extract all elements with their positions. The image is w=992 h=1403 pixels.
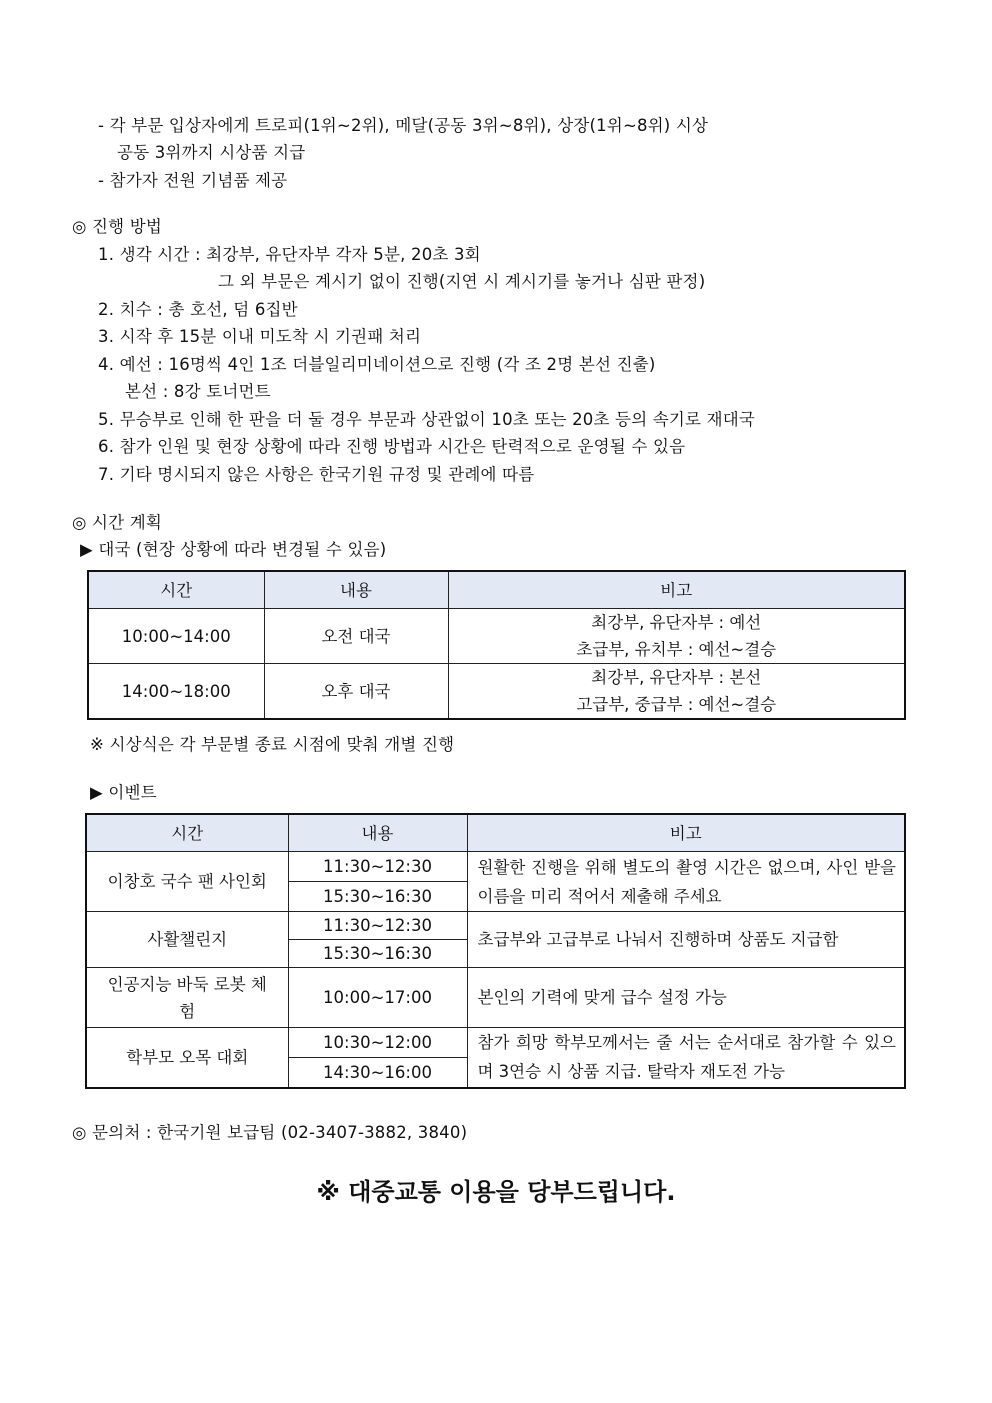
games-table [87,570,906,720]
time-cell: 14:00~18:00 [88,664,264,720]
time-cell: 15:30~16:30 [288,940,467,968]
table-row [86,968,905,1028]
table-row [88,609,905,664]
games-title: ▶ 대국 (현장 상황에 따라 변경될 수 있음) [80,540,387,559]
note-cell: 본인의 기력에 맞게 급수 설정 가능 [467,968,905,1028]
contact-line: ◎ 문의처 : 한국기원 보급팀 (02-3407-3882, 3840) [72,1123,468,1142]
table-header-row [88,571,905,609]
event-name-cell [86,968,288,1028]
note-cell: 참가 희망 학부모께서는 줄 서는 순서대로 참가할 수 있으며 3연승 시 상품 지급. 탈락자 재도전 가능 [467,1028,905,1088]
header-cell: 비고 [467,814,905,852]
table-row [86,912,905,940]
time-cell: 11:30~12:30 [288,852,467,882]
event-name-cell: 사활챌린지 [86,912,288,968]
time-cell: 10:00~17:00 [288,968,467,1028]
final-note: ※ 대중교통 이용을 당부드립니다. [316,1178,676,1206]
method-item: 6. 참가 인원 및 현장 상황에 따라 진행 방법과 시간은 탄력적으로 운영될 수 있음 [98,437,686,456]
content-cell: 오전 대국 [264,609,448,664]
games-footnote: ※ 시상식은 각 부문별 종료 시점에 맞춰 개별 진행 [90,735,455,754]
event-name-text: 인공지능 바둑 로봇 체험 [107,974,267,1021]
note-cell [448,664,905,720]
note-line: 최강부, 유단자부 : 예선 [591,613,762,632]
awards-line-3: - 참가자 전원 기념품 제공 [98,171,288,190]
time-cell: 10:30~12:00 [288,1028,467,1058]
time-cell: 15:30~16:30 [288,882,467,912]
header-cell: 시간 [86,814,288,852]
events-table [85,813,906,1089]
method-item: 3. 시작 후 15분 이내 미도착 시 기권패 처리 [98,327,422,346]
awards-line-1: - 각 부문 입상자에게 트로피(1위~2위), 메달(공동 3위~8위), 상장(1위~8위) 시상 [98,116,709,135]
awards-line-2: 공동 3위까지 시상품 지급 [117,143,306,162]
method-item: 그 외 부문은 계시기 없이 진행(지연 시 계시기를 놓거나 심판 판정) [218,272,706,291]
table-header-row [86,814,905,852]
header-cell: 비고 [448,571,905,609]
event-name-cell: 학부모 오목 대회 [86,1028,288,1088]
method-item: 2. 치수 : 총 호선, 덤 6집반 [98,300,298,319]
method-item: 5. 무승부로 인해 한 판을 더 둘 경우 부문과 상관없이 10초 또는 20초 등의 속기로 재대국 [98,410,756,429]
events-title: ▶ 이벤트 [90,783,157,802]
table-row [86,852,905,882]
method-item: 본선 : 8강 토너먼트 [125,382,271,401]
header-cell: 시간 [88,571,264,609]
event-name-cell: 이창호 국수 팬 사인회 [86,852,288,912]
note-cell [448,609,905,664]
header-cell: 내용 [288,814,467,852]
method-item: 4. 예선 : 16명씩 4인 1조 더블일리미네이션으로 진행 (각 조 2명 본선 진출) [98,355,656,374]
note-line: 초급부, 유치부 : 예선~결승 [576,640,777,659]
note-line: 최강부, 유단자부 : 본선 [591,668,762,687]
method-item: 1. 생각 시간 : 최강부, 유단자부 각자 5분, 20초 3회 [98,245,481,264]
note-cell: 원활한 진행을 위해 별도의 촬영 시간은 없으며, 사인 받을 이름을 미리 적어서 제출해 주세요 [467,852,905,912]
time-cell: 11:30~12:30 [288,912,467,940]
note-line: 고급부, 중급부 : 예선~결승 [576,695,777,714]
method-heading: ◎ 진행 방법 [72,217,163,236]
time-cell: 10:00~14:00 [88,609,264,664]
note-cell: 초급부와 고급부로 나눠서 진행하며 상품도 지급함 [467,912,905,968]
schedule-heading: ◎ 시간 계획 [72,513,163,532]
header-cell: 내용 [264,571,448,609]
method-item: 7. 기타 명시되지 않은 사항은 한국기원 규정 및 관례에 따름 [98,465,535,484]
content-cell: 오후 대국 [264,664,448,720]
time-cell: 14:30~16:00 [288,1058,467,1088]
table-row [86,1028,905,1058]
table-row [88,664,905,720]
